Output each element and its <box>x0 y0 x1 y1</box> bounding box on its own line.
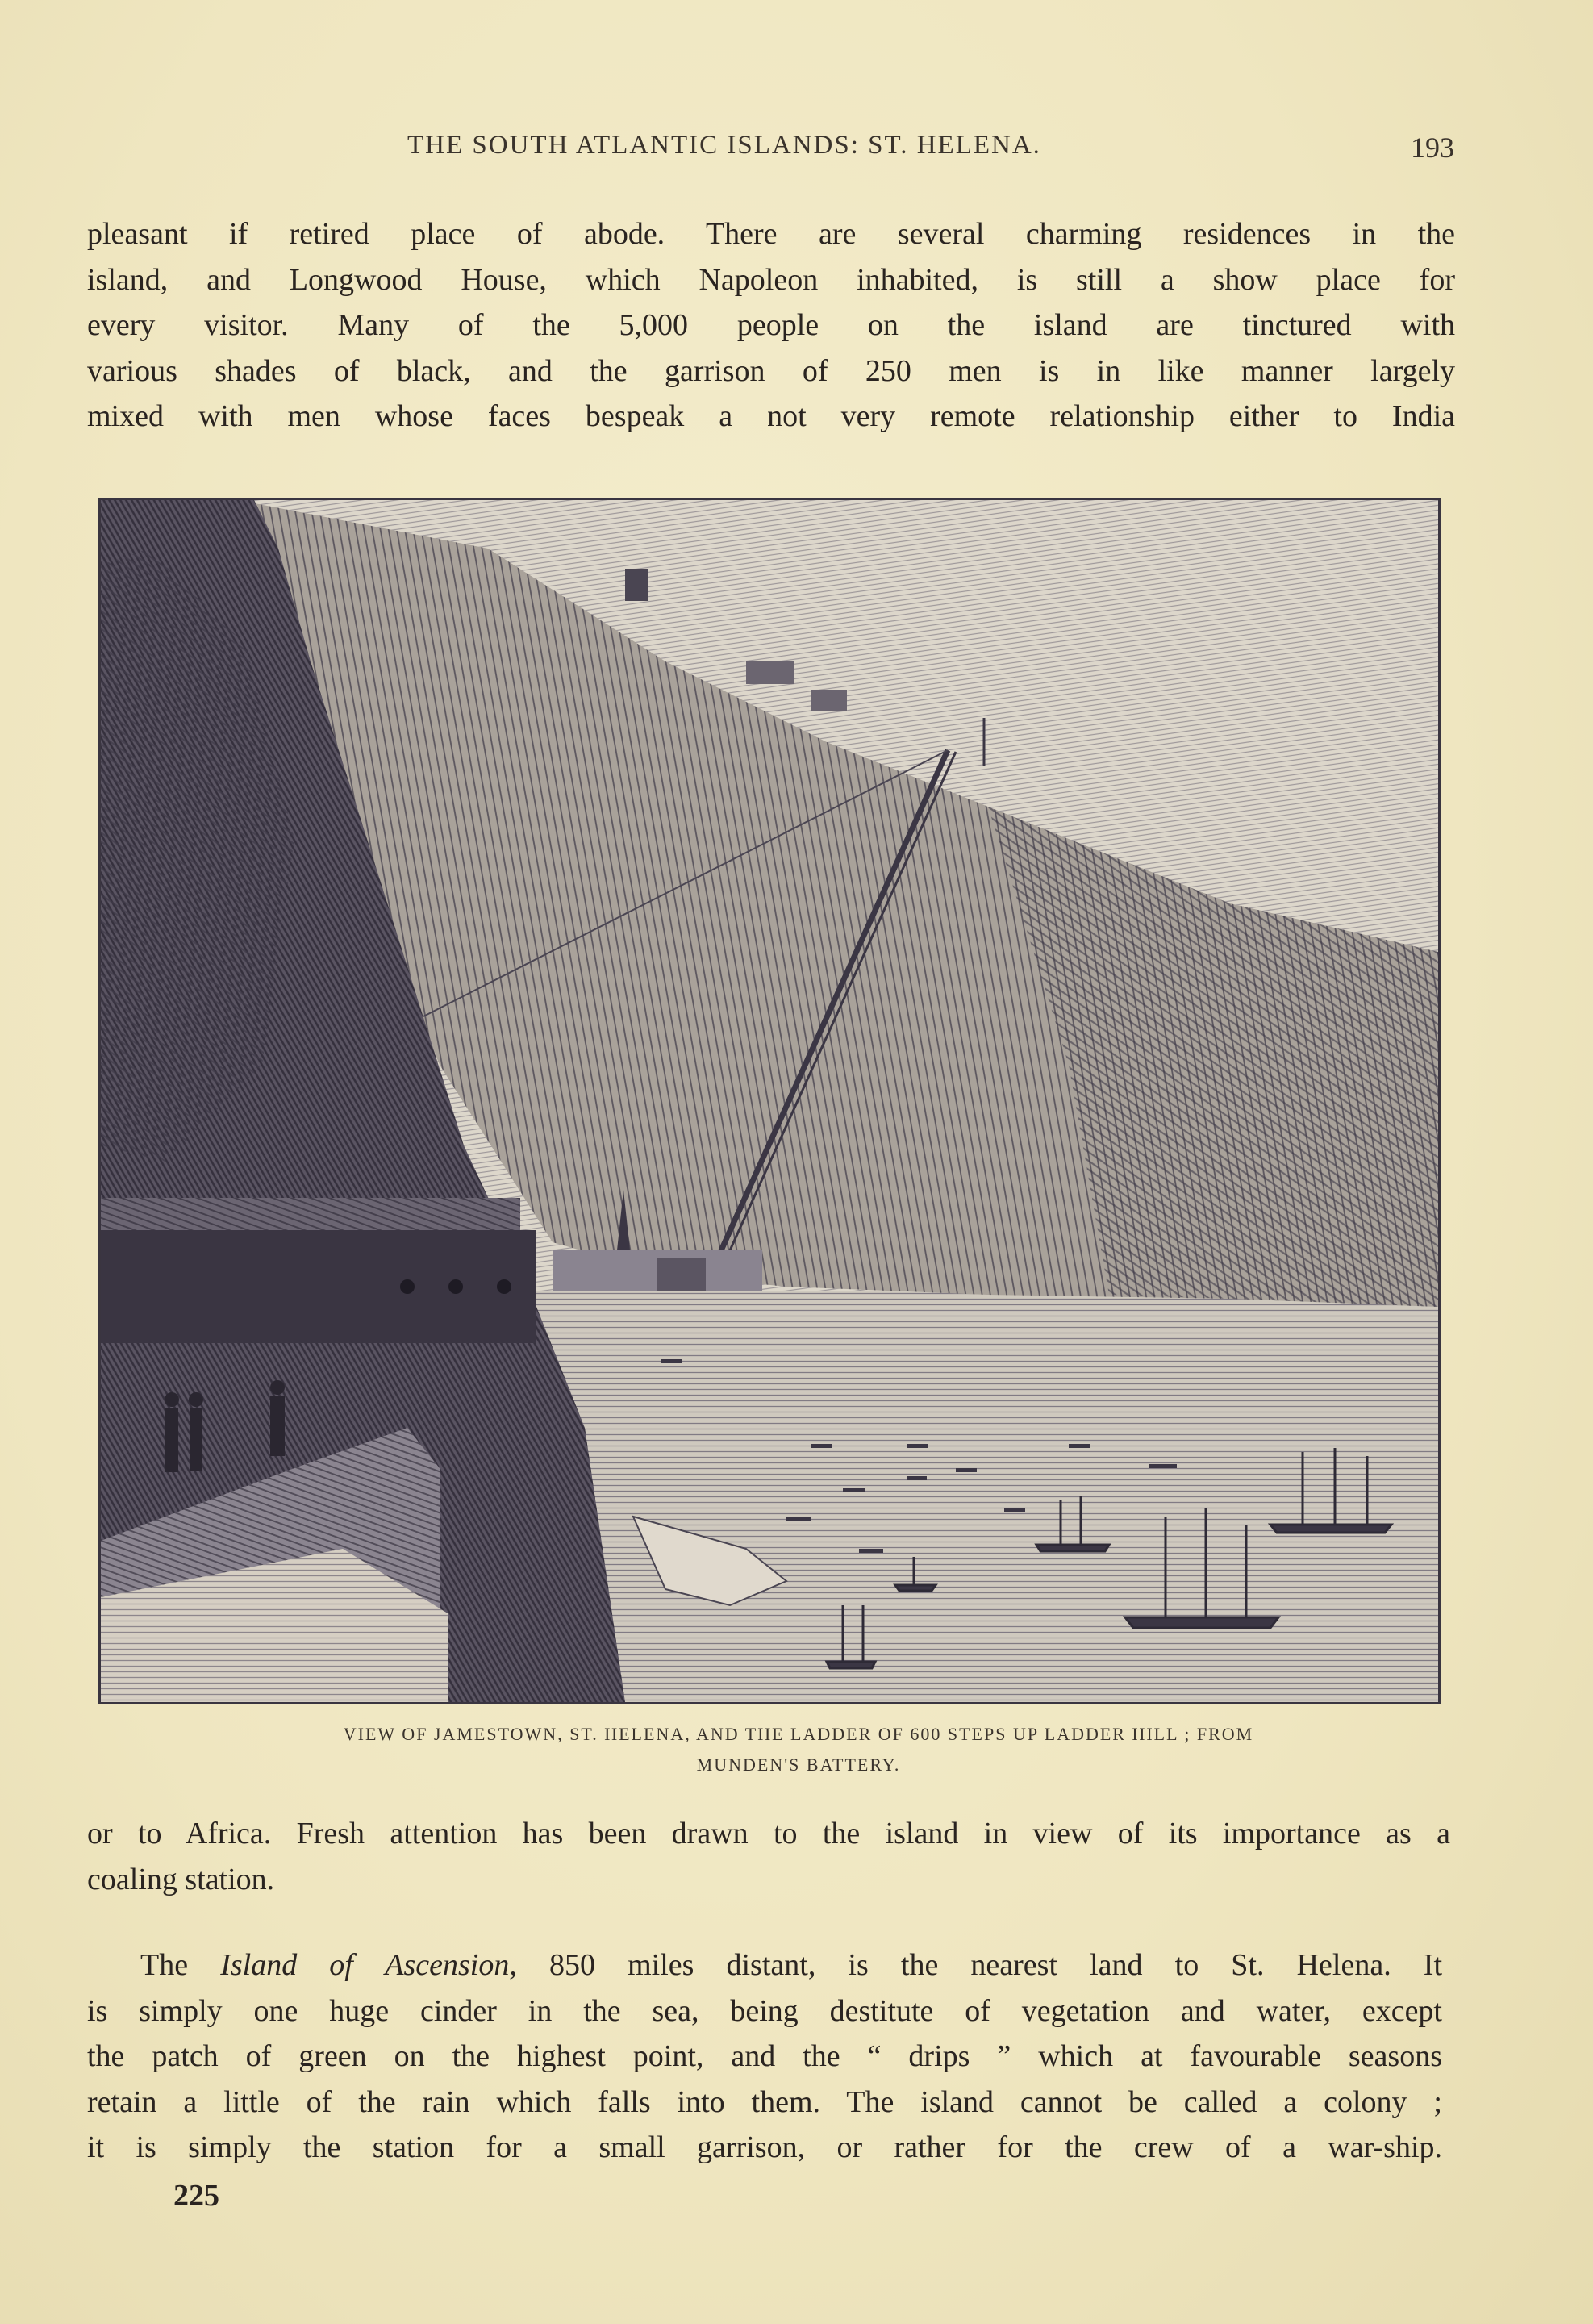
cannon <box>497 1279 511 1294</box>
text-line: the patch of green on the highest point, and the “ drips ” which at favourable seasons <box>87 2039 1442 2073</box>
cannon <box>400 1279 415 1294</box>
text-line: retain a little of the rain which falls into them. The island cannot be called a colony ; <box>87 2084 1442 2119</box>
text-line: island, and Longwood House, which Napoleon inhabited, is still a show place for <box>87 262 1455 297</box>
paragraph-3 <box>87 1942 1442 2171</box>
running-header <box>0 131 1593 171</box>
caption-line: VIEW OF JAMESTOWN, ST. HELENA, AND THE LADDER OF 600 STEPS UP LADDER HILL ; FROM <box>343 1724 1254 1744</box>
text-line: is simply one huge cinder in the sea, being destitute of vegetation and water, except <box>87 1993 1442 2028</box>
battery-casemates <box>101 1230 536 1343</box>
hilltop-building <box>811 690 847 711</box>
figure-caption <box>161 1719 1436 1780</box>
text-line: coaling station. <box>87 1862 275 1896</box>
paragraph-2 <box>87 1811 1450 1902</box>
running-title: THE SOUTH ATLANTIC ISLANDS: ST. HELENA. <box>407 131 1041 160</box>
hilltop-fort <box>625 569 648 601</box>
engraving-illustration <box>98 498 1441 1704</box>
page-number: 193 <box>1411 131 1454 164</box>
text-line <box>87 1942 1442 1988</box>
caption-line: MUNDEN'S BATTERY. <box>696 1754 901 1775</box>
cannon <box>448 1279 463 1294</box>
text-line: or to Africa. Fresh attention has been drawn to the island in view of its importance as a <box>87 1817 1450 1850</box>
italic-place-name: Island of Ascension, <box>220 1948 517 1982</box>
hilltop-building <box>746 661 794 684</box>
paragraph-1 <box>87 211 1455 440</box>
text-line: mixed with men whose faces bespeak a not very remote relationship either to India <box>87 399 1455 433</box>
signature-mark: 225 <box>173 2179 219 2213</box>
text-run: The <box>140 1948 189 1982</box>
jamestown-engraving <box>101 500 1438 1702</box>
text-line: every visitor. Many of the 5,000 people on the island are tinctured with <box>87 308 1455 342</box>
text-line: various shades of black, and the garrison of 250 men is in like manner largely <box>87 353 1455 388</box>
text-run: 850 miles distant, is the nearest land to St. Helena. It <box>548 1948 1443 1982</box>
text-line: it is simply the station for a small garrison, or rather for the crew of a war-ship. <box>87 2130 1442 2164</box>
text-line: pleasant if retired place of abode. There are several charming residences in the <box>87 217 1455 251</box>
